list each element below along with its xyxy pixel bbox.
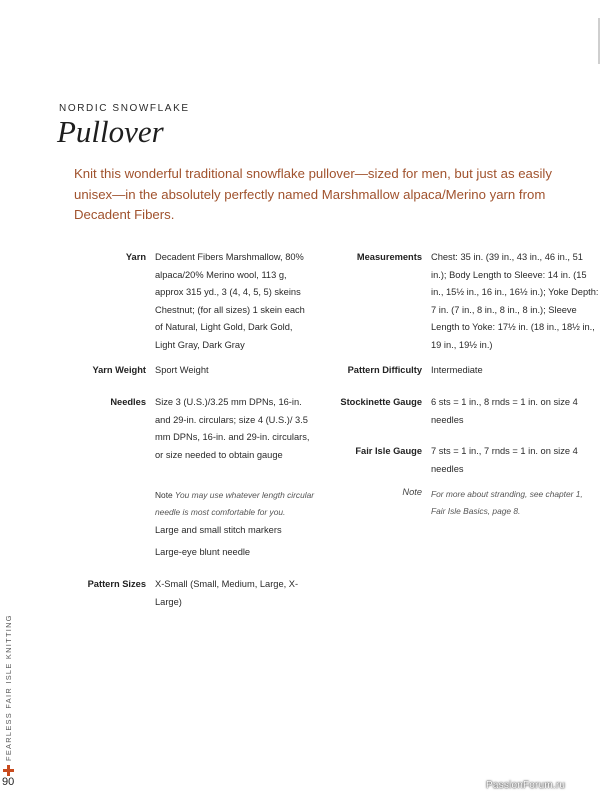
needles-note	[155, 487, 315, 520]
note-label: Note	[402, 487, 422, 497]
measurements-label: Measurements	[356, 252, 422, 262]
yarn-label: Yarn	[125, 252, 146, 262]
note-value: For more about stranding, see chapter 1, Fair Isle Basics, page 8.	[431, 489, 583, 516]
page-number: 90	[2, 776, 15, 788]
measurements-value: Chest: 35 in. (39 in., 43 in., 46 in., 51 in.); Body Length to Sleeve: 14 in. (15 in., 15½ in., 16 in., 16½ in.); Yoke Depth: 7 in. (7 in., 8 in., 8 in., 8 in.); Sleeve Length to Yoke: 17½ in. (18 in., 18½ in., 19 in., 19½ in.)	[431, 252, 599, 350]
yarn-weight-label: Yarn Weight	[92, 365, 146, 375]
book-title-vertical: FEARLESS FAIR ISLE KNITTING	[4, 614, 13, 761]
plus-cross-icon	[3, 765, 14, 776]
fair-isle-gauge-value: 7 sts = 1 in., 7 rnds = 1 in. on size 4 needles	[431, 446, 578, 474]
yarn-value: Decadent Fibers Marshmallow, 80% alpaca/20% Merino wool, 113 g, approx 315 yd., 3 (4, 4, 5, 5) skeins Chestnut; (for all sizes) 1 skein each of Natural, Light Gold, Dark Gold, Light Gray, Dark Gray	[155, 252, 305, 350]
needles-note-label: Note	[155, 490, 173, 500]
stockinette-gauge-value: 6 sts = 1 in., 8 rnds = 1 in. on size 4 needles	[431, 397, 578, 425]
corner-rule	[598, 18, 600, 64]
needles-value: Size 3 (U.S.)/3.25 mm DPNs, 16-in. and 29-in. circulars; size 4 (U.S.)/ 3.5 mm DPNs, 16-in. and 29-in. circulars, or size needed to obtain gauge	[155, 397, 310, 460]
intro-paragraph: Knit this wonderful traditional snowflake pullover—sized for men, but just as easily unisex—in the absolutely perfectly named Marshmallow alpaca/Merino yarn from Decadent Fibers.	[74, 166, 552, 222]
pattern-sizes-value: X-Small (Small, Medium, Large, X-Large)	[155, 579, 299, 607]
pattern-sizes-label: Pattern Sizes	[87, 579, 146, 589]
stockinette-gauge-label: Stockinette Gauge	[340, 397, 422, 407]
yarn-weight-value: Sport Weight	[155, 365, 209, 375]
markers-item: Large and small stitch markers	[155, 525, 282, 535]
section-kicker: NORDIC SNOWFLAKE	[59, 103, 190, 114]
difficulty-value: Intermediate	[431, 365, 483, 375]
watermark: PassionForum.ru	[486, 780, 566, 791]
needles-note-text: You may use whatever length circular needle is most comfortable for you.	[155, 490, 315, 517]
blunt-needle-item: Large-eye blunt needle	[155, 547, 251, 557]
fair-isle-gauge-label: Fair Isle Gauge	[355, 446, 422, 456]
difficulty-label: Pattern Difficulty	[347, 365, 422, 375]
needles-label: Needles	[110, 397, 146, 407]
page-title: Pullover	[57, 114, 164, 149]
